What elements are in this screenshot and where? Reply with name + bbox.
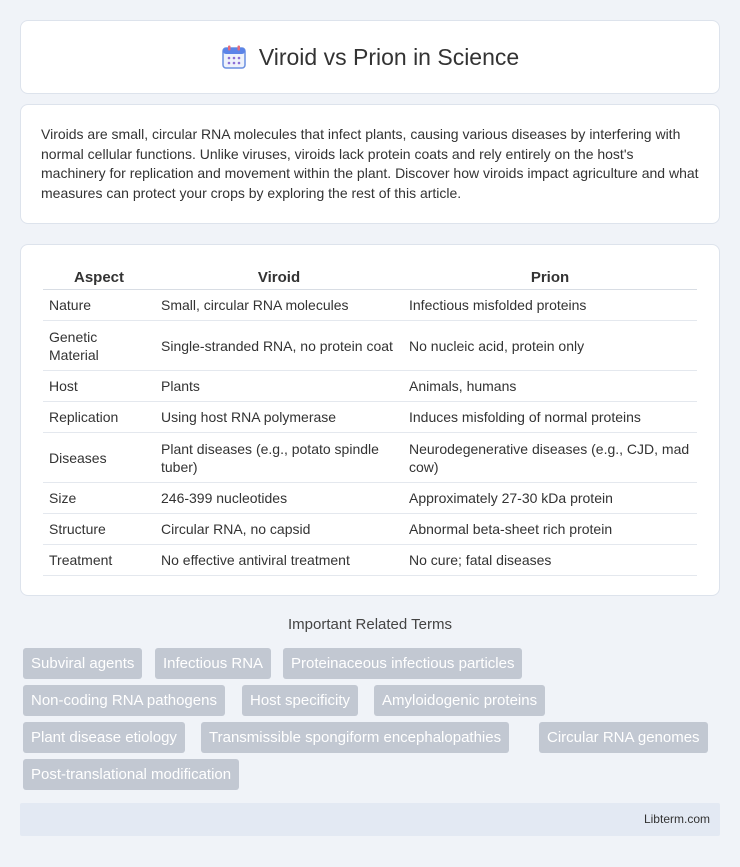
related-term-tag[interactable]: Circular RNA genomes xyxy=(539,722,708,753)
column-header-prion: Prion xyxy=(403,265,697,290)
viroid-cell: Single-stranded RNA, no protein coat xyxy=(155,321,403,371)
related-term-tag[interactable]: Subviral agents xyxy=(23,648,142,679)
aspect-cell: Treatment xyxy=(43,545,155,576)
intro-text: Viroids are small, circular RNA molecules that infect plants, causing various diseases by interfering with normal cellular functions. Unlike viruses, viroids lack protein coats and rely entirely on the host's machinery for replication and movement within the plant. Discover how viroids impact agriculture and what measures can protect your crops by exploring the rest of this article. xyxy=(41,126,699,201)
prion-cell: Animals, humans xyxy=(403,371,697,402)
prion-cell: Infectious misfolded proteins xyxy=(403,290,697,321)
related-term-tag[interactable]: Proteinaceous infectious particles xyxy=(283,648,522,679)
column-header-aspect: Aspect xyxy=(43,265,155,290)
viroid-cell: No effective antiviral treatment xyxy=(155,545,403,576)
viroid-cell: Plant diseases (e.g., potato spindle tuber) xyxy=(155,433,403,483)
viroid-cell: Using host RNA polymerase xyxy=(155,402,403,433)
aspect-cell: Diseases xyxy=(43,433,155,483)
comparison-table xyxy=(43,265,697,576)
related-term-tag[interactable]: Transmissible spongiform encephalopathies xyxy=(201,722,509,753)
aspect-cell: Size xyxy=(43,483,155,514)
viroid-cell: Plants xyxy=(155,371,403,402)
calendar-icon xyxy=(221,44,247,70)
table-row xyxy=(43,483,697,514)
page-title: Viroid vs Prion in Science xyxy=(258,43,520,70)
aspect-cell: Structure xyxy=(43,514,155,545)
related-term-tag[interactable]: Non-coding RNA pathogens xyxy=(23,685,225,716)
prion-cell: Induces misfolding of normal proteins xyxy=(403,402,697,433)
aspect-cell: Replication xyxy=(43,402,155,433)
table-row xyxy=(43,371,697,402)
table-header-row xyxy=(43,265,697,290)
prion-cell: Approximately 27-30 kDa protein xyxy=(403,483,697,514)
related-term-tag[interactable]: Post-translational modification xyxy=(23,759,239,790)
comparison-table-card xyxy=(20,244,720,596)
related-term-tag[interactable]: Infectious RNA xyxy=(155,648,271,679)
table-row xyxy=(43,514,697,545)
footer xyxy=(20,803,720,836)
aspect-cell: Genetic Material xyxy=(43,321,155,371)
aspect-cell: Host xyxy=(43,371,155,402)
table-row xyxy=(43,290,697,321)
table-row xyxy=(43,545,697,576)
prion-cell: Neurodegenerative diseases (e.g., CJD, mad cow) xyxy=(403,433,697,483)
column-header-viroid: Viroid xyxy=(155,265,403,290)
related-term-tag[interactable]: Plant disease etiology xyxy=(23,722,185,753)
table-row xyxy=(43,321,697,371)
viroid-cell: Small, circular RNA molecules xyxy=(155,290,403,321)
aspect-cell: Nature xyxy=(43,290,155,321)
related-terms-title: Important Related Terms xyxy=(288,616,452,633)
related-term-tag[interactable]: Amyloidogenic proteins xyxy=(374,685,545,716)
viroid-cell: Circular RNA, no capsid xyxy=(155,514,403,545)
intro-card xyxy=(20,104,720,224)
table-row xyxy=(43,402,697,433)
prion-cell: Abnormal beta-sheet rich protein xyxy=(403,514,697,545)
viroid-cell: 246-399 nucleotides xyxy=(155,483,403,514)
footer-site-link[interactable]: Libterm.com xyxy=(643,812,710,826)
prion-cell: No nucleic acid, protein only xyxy=(403,321,697,371)
header-card xyxy=(20,20,720,94)
related-term-tag[interactable]: Host specificity xyxy=(242,685,358,716)
prion-cell: No cure; fatal diseases xyxy=(403,545,697,576)
table-row xyxy=(43,433,697,483)
